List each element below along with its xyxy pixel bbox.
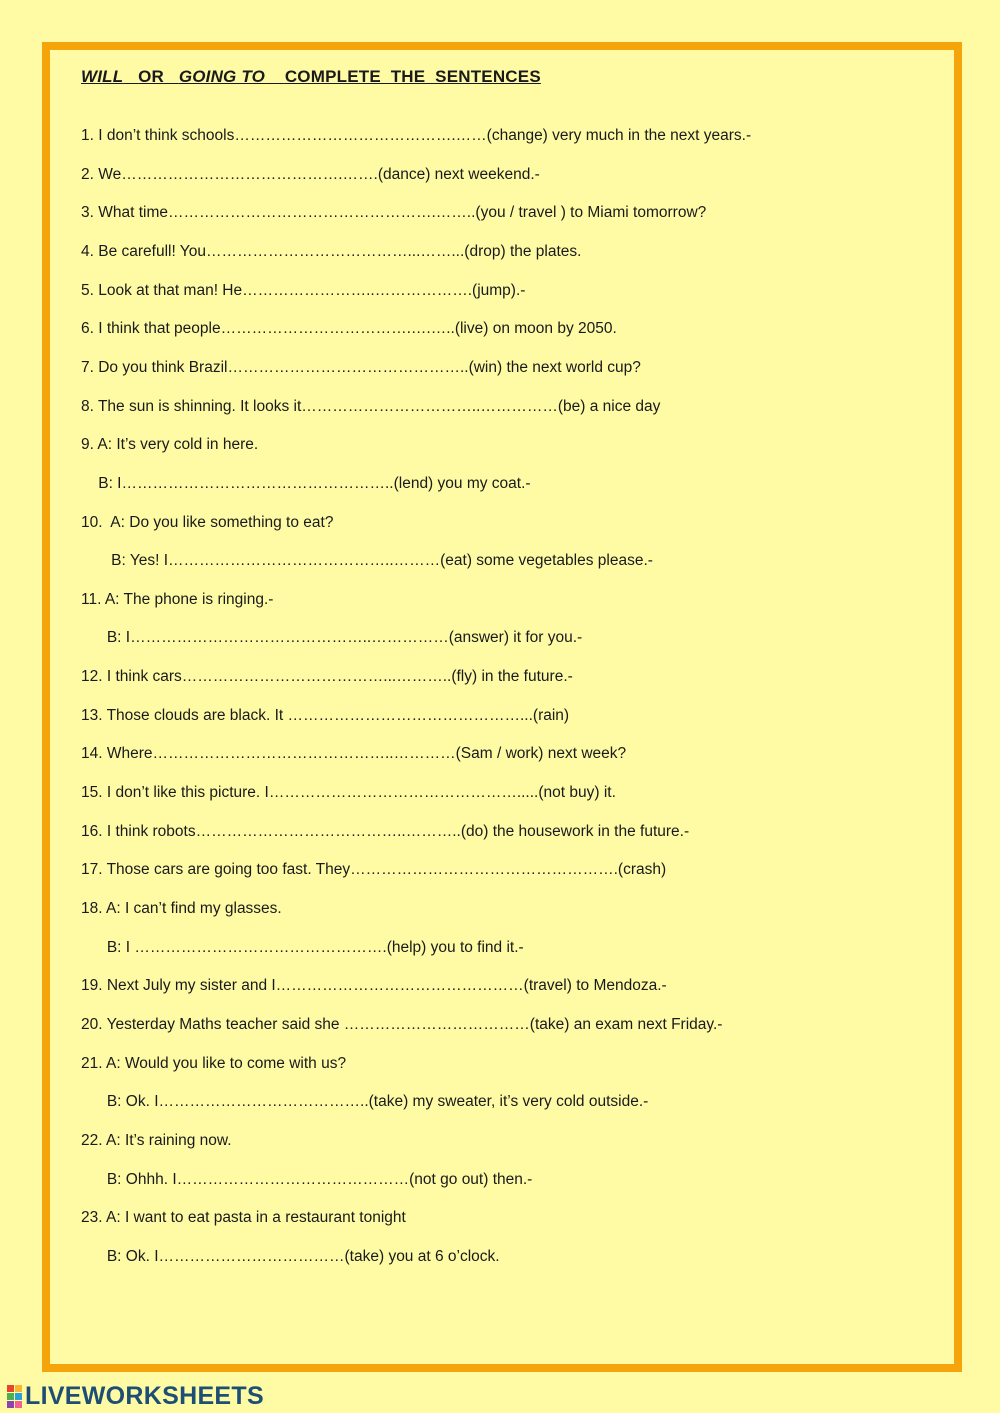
sentence-line: 11. A: The phone is ringing.- xyxy=(81,591,274,608)
logo-cube xyxy=(15,1385,22,1392)
sentence-line: 17. Those cars are going too fast. They…………………………………………….(crash) xyxy=(81,861,667,878)
sentence-line: 10. A: Do you like something to eat? xyxy=(81,514,334,531)
sentence-line: B: I………………………………………..……………(answer) it for you.- xyxy=(81,629,583,646)
sentence-line: 15. I don’t like this picture. I………………………………………….....(not buy) it. xyxy=(81,784,616,801)
sentence-line: 6. I think that people……………………………….….…..(live) on moon by 2050. xyxy=(81,320,617,337)
sentence-line: B: I ………………………………………….(help) you to find it.- xyxy=(81,939,524,956)
sentence-line: 16. I think robots…………………………………..………..(do) the housework in the future.- xyxy=(81,823,690,840)
title-instruction: COMPLETE THE SENTENCES xyxy=(284,67,541,86)
sentence-line: 12. I think cars…………………………………...………..(fly) in the future.- xyxy=(81,668,573,685)
sentence-line: B: Yes! I……………………………………..………(eat) some vegetables please.- xyxy=(81,552,653,569)
sentence-line: 5. Look at that man! He……………………..……………….(jump).- xyxy=(81,282,526,299)
logo-cube xyxy=(7,1385,14,1392)
sentence-line: 14. Where………………………………………..…………(Sam / work) next week? xyxy=(81,745,627,762)
sentence-line: 3. What time…………………………………………….……..(you / travel ) to Miami tomorrow? xyxy=(81,204,707,221)
logo-cube xyxy=(15,1401,22,1408)
liveworksheets-logo xyxy=(7,1380,264,1412)
title-going-to: GOING TO xyxy=(178,67,266,86)
sentence-line: B: Ohhh. I………………………………………(not go out) then.- xyxy=(81,1171,533,1188)
sentence-line: 22. A: It’s raining now. xyxy=(81,1132,232,1149)
sentence-line: 9. A: It’s very cold in here. xyxy=(81,436,259,453)
logo-cube xyxy=(15,1393,22,1400)
sentence-line: 19. Next July my sister and I…………………………………………(travel) to Mendoza.- xyxy=(81,977,667,994)
sentence-line: 13. Those clouds are black. It ………………………………………...(rain) xyxy=(81,707,570,724)
logo-text: LIVEWORKSHEETS xyxy=(25,1381,264,1410)
sentence-line: 8. The sun is shinning. It looks it……………………………..……………(be) a nice day xyxy=(81,398,661,415)
sentence-line: 4. Be carefull! You…………………………………...……...(drop) the plates. xyxy=(81,243,582,260)
sentence-line: 1. I don’t think schools…………………………………….……(change) very much in the next years.- xyxy=(81,127,752,144)
sentence-line: 20. Yesterday Maths teacher said she ………………………………(take) an exam next Friday.- xyxy=(81,1016,723,1033)
logo-cubes-icon xyxy=(7,1385,22,1408)
title-or: OR xyxy=(138,67,165,86)
sentence-line: B: Ok. I…………………………………..(take) my sweater, it’s very cold outside.- xyxy=(81,1093,649,1110)
sentence-line: B: Ok. I………………………………(take) you at 6 o’clock. xyxy=(81,1248,500,1265)
sentence-line: 7. Do you think Brazil………………………………………..(win) the next world cup? xyxy=(81,359,641,376)
logo-cube xyxy=(7,1393,14,1400)
sentence-line: 2. We…………………………………….…….(dance) next weekend.- xyxy=(81,166,540,183)
title-will: WILL xyxy=(81,67,124,86)
sentence-line: 23. A: I want to eat pasta in a restaurant tonight xyxy=(81,1209,406,1226)
logo-cube xyxy=(7,1401,14,1408)
sentence-line: 21. A: Would you like to come with us? xyxy=(81,1055,347,1072)
worksheet-title xyxy=(81,67,541,87)
sentence-line: B: I……………………………………………..(lend) you my coat.- xyxy=(81,475,531,492)
sentence-line: 18. A: I can’t find my glasses. xyxy=(81,900,282,917)
